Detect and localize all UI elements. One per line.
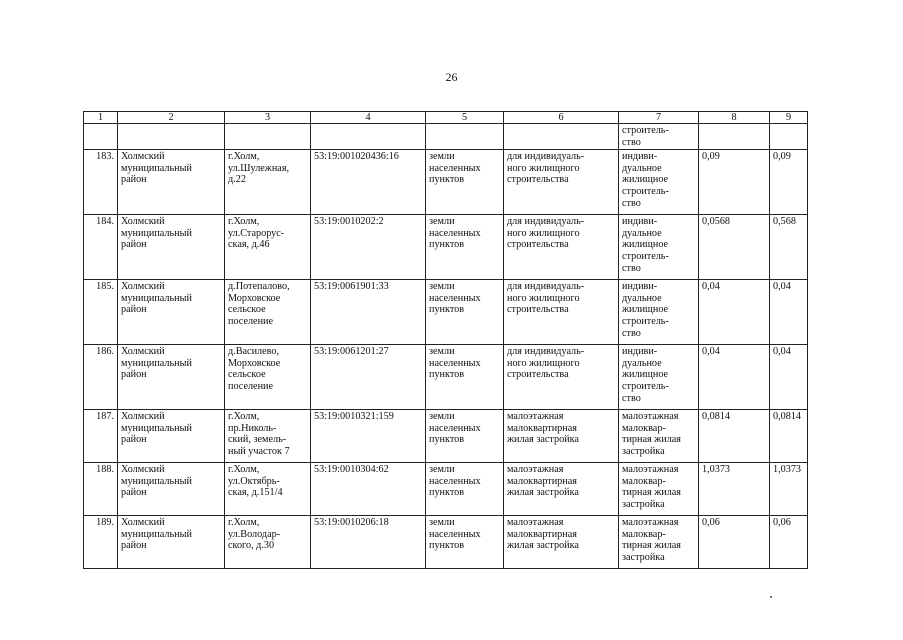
cell-col-permitted-use: для индивидуаль- ного жилищного строительства bbox=[504, 280, 619, 345]
header-col-cadastral-number: 4 bbox=[311, 112, 426, 124]
cell-col-permitted-use: малоэтажная малоквартирная жилая застройка bbox=[504, 516, 619, 569]
cell-col-area: 0,0568 bbox=[699, 215, 770, 280]
cell-col-address bbox=[225, 124, 311, 150]
cell-col-area: 0,04 bbox=[699, 280, 770, 345]
cell-col-land-category: земли населенных пунктов bbox=[426, 215, 504, 280]
cell-col-area-2: 0,0814 bbox=[770, 410, 808, 463]
cell-col-area: 0,06 bbox=[699, 516, 770, 569]
cell-col-area-2: 1,0373 bbox=[770, 463, 808, 516]
table-header-row bbox=[84, 112, 808, 124]
header-col-use-type: 7 bbox=[619, 112, 699, 124]
cell-col-area-2: 0,04 bbox=[770, 345, 808, 410]
cell-col-area-2: 0,04 bbox=[770, 280, 808, 345]
header-col-number: 1 bbox=[84, 112, 118, 124]
cell-col-permitted-use bbox=[504, 124, 619, 150]
cell-col-area bbox=[699, 124, 770, 150]
cell-col-use-type: малоэтажная малоквар- тирная жилая застройка bbox=[619, 516, 699, 569]
table-row bbox=[84, 516, 808, 569]
table-row bbox=[84, 345, 808, 410]
cell-col-land-category: земли населенных пунктов bbox=[426, 345, 504, 410]
cell-col-area-2: 0,568 bbox=[770, 215, 808, 280]
cell-col-address: д.Потепалово, Морховское сельское поселение bbox=[225, 280, 311, 345]
cell-col-cadastral-number bbox=[311, 124, 426, 150]
cell-col-area: 0,09 bbox=[699, 150, 770, 215]
cell-col-cadastral-number: 53:19:0010202:2 bbox=[311, 215, 426, 280]
cell-col-district: Холмский муниципальный район bbox=[118, 516, 225, 569]
cell-col-cadastral-number: 53:19:0010206:18 bbox=[311, 516, 426, 569]
cell-col-cadastral-number: 53:19:0061901:33 bbox=[311, 280, 426, 345]
table-row bbox=[84, 463, 808, 516]
cell-col-district: Холмский муниципальный район bbox=[118, 215, 225, 280]
cell-col-address: г.Холм, ул.Шулежная, д.22 bbox=[225, 150, 311, 215]
cell-col-area-2 bbox=[770, 124, 808, 150]
cell-col-district: Холмский муниципальный район bbox=[118, 345, 225, 410]
cell-col-use-type: малоэтажная малоквар- тирная жилая застройка bbox=[619, 463, 699, 516]
cell-col-address: г.Холм, ул.Володар- ского, д.30 bbox=[225, 516, 311, 569]
cell-col-permitted-use: малоэтажная малоквартирная жилая застройка bbox=[504, 463, 619, 516]
header-col-permitted-use: 6 bbox=[504, 112, 619, 124]
cell-col-cadastral-number: 53:19:0010321:159 bbox=[311, 410, 426, 463]
cell-col-use-type: индиви- дуальное жилищное строитель- ство bbox=[619, 215, 699, 280]
header-col-district: 2 bbox=[118, 112, 225, 124]
cell-col-use-type: индиви- дуальное жилищное строитель- ство bbox=[619, 150, 699, 215]
cell-col-permitted-use: для индивидуаль- ного жилищного строительства bbox=[504, 215, 619, 280]
scan-speck bbox=[770, 596, 772, 598]
cell-col-area: 0,0814 bbox=[699, 410, 770, 463]
header-col-land-category: 5 bbox=[426, 112, 504, 124]
cell-col-number: 185. bbox=[84, 280, 118, 345]
cell-col-use-type: строитель- ство bbox=[619, 124, 699, 150]
cell-col-area-2: 0,09 bbox=[770, 150, 808, 215]
cell-col-number: 188. bbox=[84, 463, 118, 516]
cell-col-address: д.Василево, Морховское сельское поселение bbox=[225, 345, 311, 410]
cell-col-land-category: земли населенных пунктов bbox=[426, 516, 504, 569]
cell-col-district: Холмский муниципальный район bbox=[118, 410, 225, 463]
header-col-area-2: 9 bbox=[770, 112, 808, 124]
cell-col-district: Холмский муниципальный район bbox=[118, 150, 225, 215]
cell-col-cadastral-number: 53:19:001020436:16 bbox=[311, 150, 426, 215]
table-row bbox=[84, 280, 808, 345]
cell-col-number: 186. bbox=[84, 345, 118, 410]
cell-col-cadastral-number: 53:19:0061201:27 bbox=[311, 345, 426, 410]
cell-col-land-category: земли населенных пунктов bbox=[426, 463, 504, 516]
table-row bbox=[84, 150, 808, 215]
cell-col-land-category: земли населенных пунктов bbox=[426, 280, 504, 345]
cell-col-number: 187. bbox=[84, 410, 118, 463]
cell-col-address: г.Холм, пр.Николь- ский, земель- ный участок 7 bbox=[225, 410, 311, 463]
page-number: 26 bbox=[445, 70, 458, 84]
land-plots-table bbox=[83, 111, 808, 569]
cell-col-land-category bbox=[426, 124, 504, 150]
cell-col-land-category: земли населенных пунктов bbox=[426, 150, 504, 215]
cell-col-area-2: 0,06 bbox=[770, 516, 808, 569]
cell-col-district: Холмский муниципальный район bbox=[118, 280, 225, 345]
cell-col-area: 1,0373 bbox=[699, 463, 770, 516]
cell-col-address: г.Холм, ул.Октябрь- ская, д.151/4 bbox=[225, 463, 311, 516]
cell-col-district bbox=[118, 124, 225, 150]
cell-col-number: 184. bbox=[84, 215, 118, 280]
cell-col-number: 183. bbox=[84, 150, 118, 215]
cell-col-permitted-use: малоэтажная малоквартирная жилая застройка bbox=[504, 410, 619, 463]
cell-col-district: Холмский муниципальный район bbox=[118, 463, 225, 516]
cell-col-permitted-use: для индивидуаль- ного жилищного строительства bbox=[504, 150, 619, 215]
cell-col-number: 189. bbox=[84, 516, 118, 569]
cell-col-number bbox=[84, 124, 118, 150]
table-row-continuation bbox=[84, 124, 808, 150]
header-col-area: 8 bbox=[699, 112, 770, 124]
table-row bbox=[84, 215, 808, 280]
cell-col-use-type: индиви- дуальное жилищное строитель- ство bbox=[619, 345, 699, 410]
cell-col-area: 0,04 bbox=[699, 345, 770, 410]
cell-col-land-category: земли населенных пунктов bbox=[426, 410, 504, 463]
header-col-address: 3 bbox=[225, 112, 311, 124]
cell-col-cadastral-number: 53:19:0010304:62 bbox=[311, 463, 426, 516]
cell-col-use-type: малоэтажная малоквар- тирная жилая застройка bbox=[619, 410, 699, 463]
cell-col-address: г.Холм, ул.Старорус- ская, д.46 bbox=[225, 215, 311, 280]
table-row bbox=[84, 410, 808, 463]
cell-col-use-type: индиви- дуальное жилищное строитель- ство bbox=[619, 280, 699, 345]
table-body bbox=[84, 112, 808, 569]
cell-col-permitted-use: для индивидуаль- ного жилищного строительства bbox=[504, 345, 619, 410]
